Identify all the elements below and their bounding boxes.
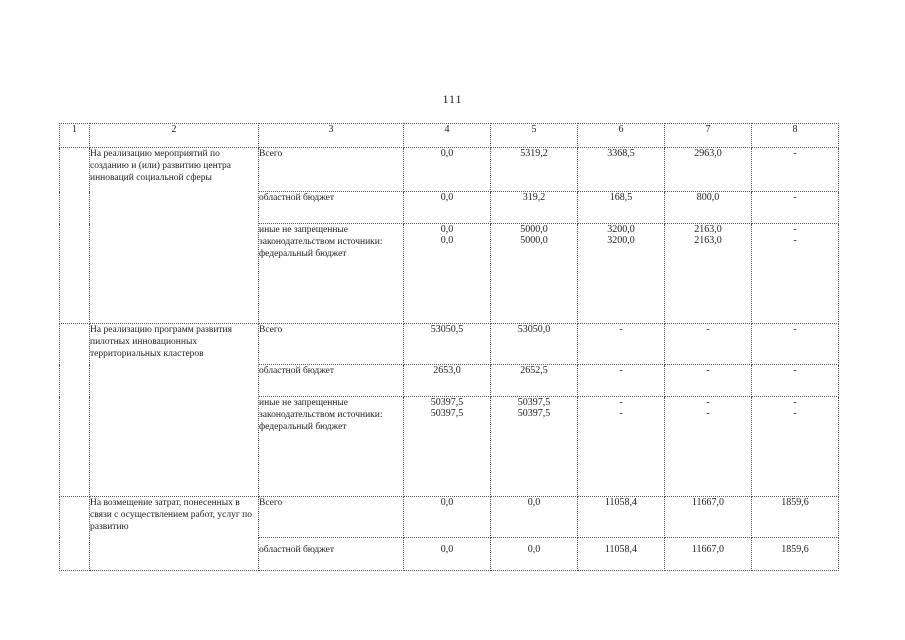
value-cell: -	[578, 365, 665, 397]
value-cell: 2653,0	[404, 365, 491, 397]
value-text: 2163,0	[694, 235, 722, 246]
value-text: 5000,0	[520, 235, 548, 246]
value-cell: -	[752, 324, 839, 365]
column-header: 4	[404, 124, 491, 148]
value-text: -	[619, 408, 623, 419]
table-row	[60, 497, 839, 538]
table-row	[60, 148, 839, 192]
value-cell: 0,0	[404, 497, 491, 538]
value-cell: 0,0	[404, 538, 491, 571]
value-text: -	[619, 397, 623, 408]
value-cell: -	[578, 324, 665, 365]
value-cell: 0,0	[491, 497, 578, 538]
value-text: -	[793, 235, 797, 246]
value-cell: 1859,6	[752, 538, 839, 571]
value-cell-group	[752, 397, 839, 497]
source-cell: областной бюджет	[259, 365, 404, 397]
value-cell: 11058,4	[578, 538, 665, 571]
value-cell: -	[752, 148, 839, 192]
row-number-cell	[60, 324, 90, 497]
value-text: -	[706, 397, 710, 408]
budget-table	[59, 123, 839, 571]
value-cell-group	[491, 397, 578, 497]
row-description: На реализацию программ развития пилотных инновационных территориальных кластеров	[90, 324, 259, 497]
value-cell: 2652,5	[491, 365, 578, 397]
value-cell: -	[665, 324, 752, 365]
value-cell-group	[404, 397, 491, 497]
value-cell-group	[491, 224, 578, 324]
column-header: 6	[578, 124, 665, 148]
row-number-cell	[60, 148, 90, 324]
value-cell-group	[752, 224, 839, 324]
source-text: иные не запрещенные законодательством источники:	[259, 225, 383, 247]
value-cell-group	[404, 224, 491, 324]
column-header: 8	[752, 124, 839, 148]
value-cell: 2963,0	[665, 148, 752, 192]
source-cell: Всего	[259, 324, 404, 365]
value-text: 0,0	[440, 224, 454, 235]
row-number-cell	[60, 497, 90, 571]
value-text: 0,0	[440, 235, 454, 246]
source-cell: областной бюджет	[259, 538, 404, 571]
source-cell: областной бюджет	[259, 192, 404, 224]
row-description: На возмещение затрат, понесенных в связи с осуществлением работ, услуг по развитию	[90, 497, 259, 571]
value-text: 2163,0	[694, 224, 722, 235]
value-cell: 3368,5	[578, 148, 665, 192]
column-header: 1	[60, 124, 90, 148]
row-description: На реализацию мероприятий по созданию и (или) развитию центра инноваций социальной сферы	[90, 148, 259, 324]
value-text: 50397,5	[517, 408, 551, 419]
value-cell: 0,0	[404, 148, 491, 192]
value-text: 3200,0	[607, 235, 635, 246]
value-cell: 11058,4	[578, 497, 665, 538]
value-text: -	[793, 224, 797, 235]
column-header: 3	[259, 124, 404, 148]
value-cell: 5319,2	[491, 148, 578, 192]
source-text: федеральный бюджет	[259, 249, 347, 259]
value-cell: 168,5	[578, 192, 665, 224]
source-cell: Всего	[259, 497, 404, 538]
value-cell: 11667,0	[665, 497, 752, 538]
source-text: федеральный бюджет	[259, 422, 347, 432]
source-cell-group	[259, 397, 404, 497]
value-cell-group	[578, 397, 665, 497]
value-cell-group	[578, 224, 665, 324]
value-cell: -	[752, 192, 839, 224]
source-cell: Всего	[259, 148, 404, 192]
value-cell: -	[752, 365, 839, 397]
value-text: 50397,5	[430, 408, 464, 419]
source-cell-group	[259, 224, 404, 324]
value-text: 50397,5	[517, 397, 551, 408]
value-cell: 319,2	[491, 192, 578, 224]
value-cell: -	[665, 365, 752, 397]
value-cell: 53050,5	[404, 324, 491, 365]
column-header: 7	[665, 124, 752, 148]
value-cell-group	[665, 397, 752, 497]
value-text: 5000,0	[520, 224, 548, 235]
page-number: 111	[442, 92, 463, 106]
header-row	[60, 124, 839, 148]
value-cell: 11667,0	[665, 538, 752, 571]
column-header: 2	[90, 124, 259, 148]
value-text: 3200,0	[607, 224, 635, 235]
value-cell-group	[665, 224, 752, 324]
table-row	[60, 324, 839, 365]
value-cell: 0,0	[404, 192, 491, 224]
value-text: -	[793, 397, 797, 408]
column-header: 5	[491, 124, 578, 148]
value-text: 50397,5	[430, 397, 464, 408]
value-text: -	[793, 408, 797, 419]
value-cell: 1859,6	[752, 497, 839, 538]
source-text: иные не запрещенные законодательством источники:	[259, 398, 383, 420]
value-cell: 800,0	[665, 192, 752, 224]
value-cell: 53050,0	[491, 324, 578, 365]
value-text: -	[706, 408, 710, 419]
value-cell: 0,0	[491, 538, 578, 571]
